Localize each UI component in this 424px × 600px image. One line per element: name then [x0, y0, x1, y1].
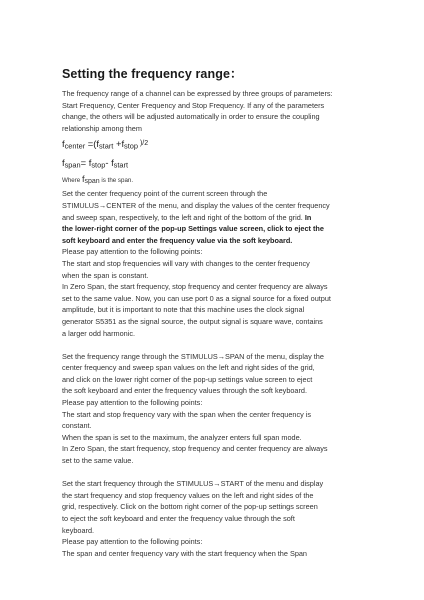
- span-line: and click on the lower right corner of the pop-up settings value screen to eject: [62, 374, 313, 384]
- formula-symbol: f: [62, 156, 65, 168]
- point-line: generator S5351 as the signal source, the output signal is square wave, contains: [62, 316, 323, 326]
- start-line: keyboard.: [62, 525, 95, 535]
- intro-line: change, the others will be adjusted automatically in order to ensure the coupling: [62, 112, 320, 122]
- intro-line: The frequency range of a channel can be expressed by three groups of parameters:: [62, 89, 333, 98]
- intro-line: Start Frequency, Center Frequency and Stop Frequency. If any of the parameters: [62, 100, 325, 110]
- formula-operator: =(: [85, 138, 97, 150]
- span-line: the soft keyboard and enter the frequency values through the soft keyboard.: [62, 386, 308, 396]
- formula-symbol: f: [88, 156, 92, 168]
- start-section: [62, 478, 370, 559]
- span-line: The start and stop frequency vary with the span when the center frequency is: [62, 409, 312, 419]
- center-line-text: and sweep span, respectively, to the left and right of the bottom of the grid.: [62, 212, 303, 222]
- span-line: Please pay attention to the following points:: [62, 398, 203, 408]
- start-line: Please pay attention to the following points:: [62, 537, 203, 547]
- start-line: to eject the soft keyboard and enter the frequency value through the soft: [62, 514, 295, 523]
- span-line: set to the same value.: [62, 456, 134, 466]
- intro-line: relationship among them: [62, 123, 142, 133]
- start-line: grid, respectively. Click on the bottom right corner of the pop-up settings screen: [62, 502, 318, 512]
- span-section: [62, 351, 370, 467]
- formula-operator: -: [105, 156, 112, 168]
- formula-symbol: f: [111, 156, 114, 168]
- formula-subscript: span: [64, 160, 81, 170]
- start-line: The span and center frequency vary with the start frequency when the Span: [62, 548, 307, 558]
- section-heading: Setting the frequency range：: [62, 67, 243, 81]
- formula-operator: +: [113, 138, 122, 150]
- definition-text: is the span.: [99, 177, 134, 185]
- span-line: In Zero Span, the start frequency, stop frequency and center frequency are always: [62, 444, 328, 454]
- span-line: When the span is set to the maximum, the analyzer enters full span mode.: [62, 432, 302, 442]
- attention-line: Please pay attention to the following points:: [62, 247, 203, 257]
- start-line: the start frequency and stop frequency values on the left and right sides of the: [62, 490, 314, 500]
- span-line: constant.: [62, 421, 92, 431]
- point-line: amplitude, but it is important to note that this machine uses the clock signal: [62, 305, 305, 315]
- start-line: Set the start frequency through the STIMULUS→START of the menu and display: [62, 479, 324, 489]
- formula-symbol: f: [81, 174, 85, 185]
- span-line: center frequency and sweep span values on the left and right sides of the grid,: [62, 363, 315, 373]
- formula-subscript: span: [84, 178, 100, 186]
- point-line: set to the same value. Now, you can use port 0 as a signal source for a fixed output: [62, 293, 331, 303]
- span-formula: [62, 156, 370, 172]
- formula-subscript: start: [113, 160, 129, 170]
- bold-line: the lower-right corner of the pop-up Settings value screen, click to eject the: [62, 224, 324, 234]
- paragraph-gap: [62, 467, 370, 479]
- center-line: Set the center frequency point of the current screen through the: [62, 189, 268, 199]
- point-line: In Zero Span, the start frequency, stop frequency and center frequency are always: [62, 282, 328, 292]
- definition-text: Where: [62, 177, 82, 185]
- formula-subscript: center: [64, 141, 86, 151]
- formula-operator: =: [80, 156, 89, 168]
- center-line-last: [62, 212, 370, 224]
- bold-text: In: [304, 212, 312, 222]
- formula-operator: )/2: [138, 140, 149, 148]
- formula-subscript: stop: [124, 141, 139, 151]
- span-line: Set the frequency range through the STIMULUS→SPAN of the menu, display the: [62, 351, 324, 361]
- paragraph-gap: [62, 339, 370, 351]
- formula-subscript: start: [98, 141, 114, 151]
- bold-line: soft keyboard and enter the frequency value via the soft keyboard.: [62, 235, 293, 245]
- center-line: STIMULUS→CENTER of the menu, and display the values of the center frequency: [62, 200, 330, 210]
- formula-symbol: f: [96, 138, 99, 150]
- point-line: a larger odd harmonic.: [62, 328, 136, 338]
- formula-symbol: f: [62, 138, 65, 150]
- formula-symbol: f: [121, 138, 125, 150]
- point-line: when the span is constant.: [62, 270, 149, 280]
- formula-subscript: stop: [91, 160, 106, 170]
- point-line: The start and stop frequencies will vary with changes to the center frequency: [62, 258, 310, 268]
- center-frequency-formula: [62, 137, 370, 153]
- span-definition: [62, 173, 370, 188]
- intro-paragraph: [62, 88, 370, 134]
- document-content: [62, 64, 370, 559]
- center-section: [62, 188, 370, 339]
